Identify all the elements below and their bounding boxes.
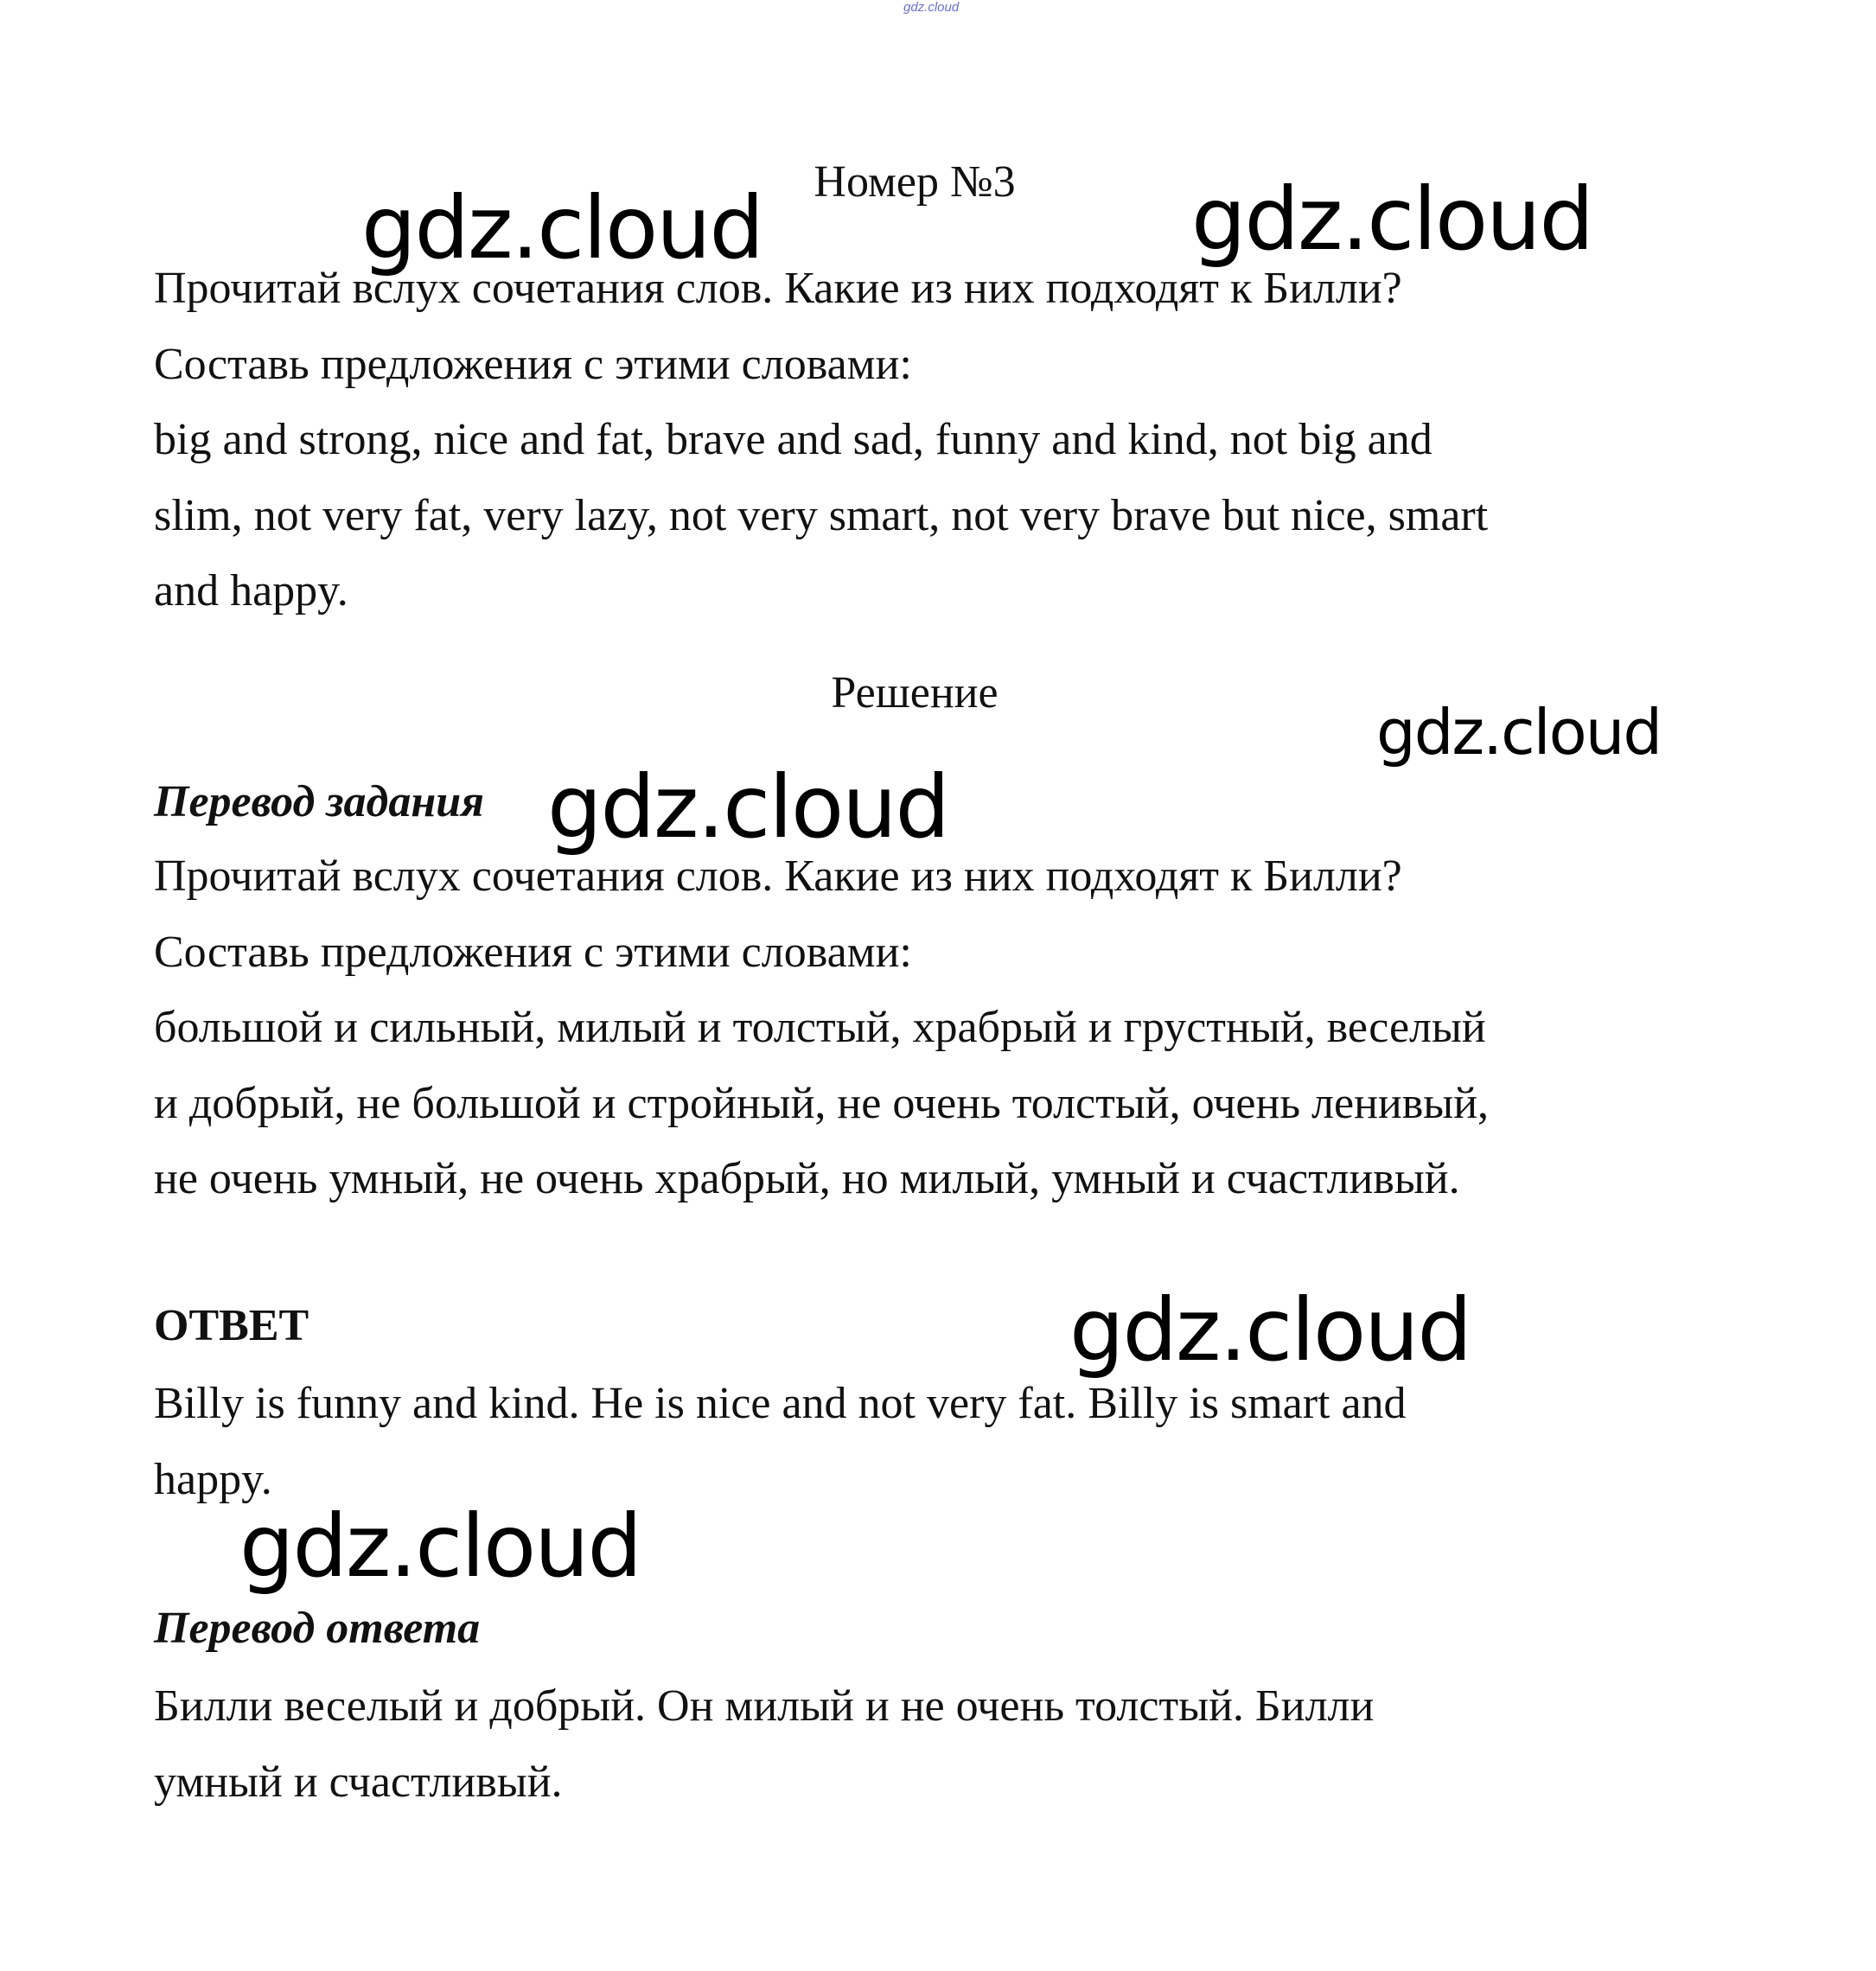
answer-translation-line: Билли веселый и добрый. Он милый и не очень толстый. Билли xyxy=(154,1681,1375,1731)
answer-translation-line: умный и счастливый. xyxy=(154,1757,563,1807)
task-translation-heading: Перевод задания xyxy=(154,777,484,826)
answer-translation-text xyxy=(154,1668,1710,1820)
task-translation-line: Прочитай вслух сочетания слов. Какие из них подходят к Билли? xyxy=(154,852,1402,901)
task-text xyxy=(154,251,1710,629)
header-watermark: gdz.cloud xyxy=(903,0,960,15)
exercise-title: Номер №3 xyxy=(814,157,1016,207)
answer-text xyxy=(154,1366,1710,1517)
answer-line: Billy is funny and kind. He is nice and not very fat. Billy is smart and xyxy=(154,1379,1407,1428)
task-translation-line: Составь предложения с этими словами: xyxy=(154,927,912,977)
task-translation-text xyxy=(154,839,1710,1217)
task-line: slim, not very fat, very lazy, not very smart, not very brave but nice, smart xyxy=(154,490,1489,540)
task-line: big and strong, nice and fat, brave and sad, funny and kind, not big and xyxy=(154,415,1433,464)
watermark: gdz.cloud xyxy=(239,1496,641,1597)
answer-translation-heading: Перевод ответа xyxy=(154,1604,481,1653)
task-line: and happy. xyxy=(154,566,348,616)
task-line: Прочитай вслух сочетания слов. Какие из них подходят к Билли? xyxy=(154,264,1402,313)
task-line: Составь предложения с этими словами: xyxy=(154,339,912,389)
watermark: gdz.cloud xyxy=(1376,696,1662,769)
watermark: gdz.cloud xyxy=(1191,169,1593,270)
task-translation-line: и добрый, не большой и стройный, не очень толстый, очень ленивый, xyxy=(154,1078,1490,1128)
answer-heading: ОТВЕТ xyxy=(154,1301,309,1350)
watermark: gdz.cloud xyxy=(361,177,763,278)
watermark: gdz.cloud xyxy=(1069,1279,1471,1381)
solution-heading: Решение xyxy=(831,668,999,718)
watermark: gdz.cloud xyxy=(547,756,949,858)
task-translation-line: не очень умный, не очень храбрый, но милый, умный и счастливый. xyxy=(154,1154,1460,1203)
answer-line: happy. xyxy=(154,1454,272,1504)
task-translation-line: большой и сильный, милый и толстый, храбрый и грустный, веселый xyxy=(154,1003,1486,1052)
